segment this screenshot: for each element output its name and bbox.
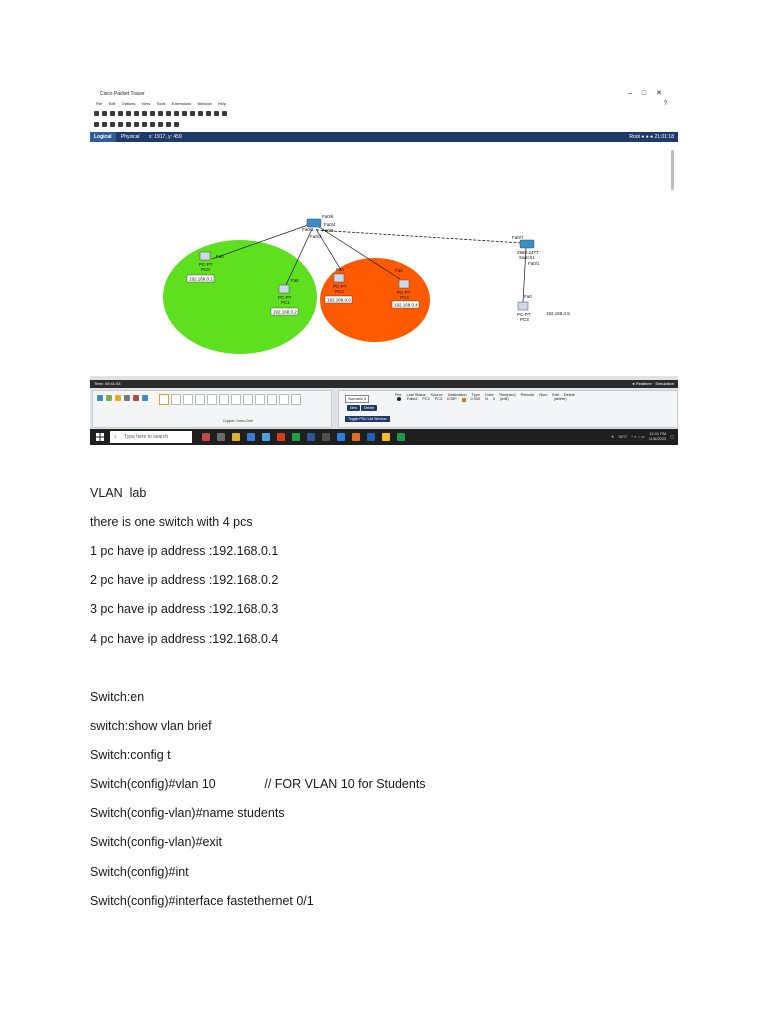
taskbar-apps xyxy=(202,433,405,441)
iot-cable-icon[interactable] xyxy=(279,394,289,405)
pc1-model: PC-PT xyxy=(278,295,292,300)
pdu-panel xyxy=(338,390,678,428)
menu-help[interactable]: Help xyxy=(217,101,226,106)
cluster-icon[interactable] xyxy=(214,111,219,116)
menu-window[interactable]: Window xyxy=(197,101,212,106)
ellipse-icon[interactable] xyxy=(150,122,155,127)
pdu-col-fire: Fire xyxy=(395,393,402,397)
doc-line: Switch(config-vlan)#exit xyxy=(90,835,222,849)
network-info-icon[interactable] xyxy=(134,111,139,116)
pc4-ip: 192.168.0.4 xyxy=(394,302,418,308)
scenario-select[interactable]: Scenario 0 xyxy=(345,395,369,403)
serial-dte-icon[interactable] xyxy=(255,394,265,405)
delete-scenario-button[interactable]: Delete xyxy=(361,405,377,411)
search-icon: ⌕ xyxy=(114,434,117,440)
menu-options[interactable]: Options xyxy=(121,101,136,106)
mode-switch[interactable]: ● Realtime · Simulation xyxy=(632,381,674,386)
system-tray xyxy=(611,431,674,441)
paste-icon[interactable] xyxy=(150,111,155,116)
pdu-col-edit: Edit xyxy=(552,393,559,397)
common-tools-bar xyxy=(94,120,179,128)
rectangle-icon[interactable] xyxy=(142,122,147,127)
tabs-right: Root ● ● ● 21:01:18 xyxy=(629,134,674,140)
redo-icon[interactable] xyxy=(166,111,171,116)
task-view-icon[interactable] xyxy=(217,433,225,441)
pc3-port: Fa0 xyxy=(524,294,532,299)
network-devices-icon[interactable] xyxy=(97,395,103,401)
pdu-row[interactable] xyxy=(395,397,580,402)
connections-icon[interactable] xyxy=(124,395,130,401)
main-toolbar xyxy=(94,109,227,117)
window-title: Cisco Packet Tracer xyxy=(100,91,145,97)
app-icon[interactable] xyxy=(202,433,210,441)
help-icon[interactable]: ? xyxy=(663,101,667,107)
vertical-scrollbar[interactable] xyxy=(671,150,674,190)
copy-icon[interactable] xyxy=(142,111,147,116)
pdu-status: Failed xyxy=(407,397,418,401)
switch1-icon[interactable] xyxy=(520,240,534,248)
pdu-color-swatch xyxy=(462,398,466,402)
doc-line: 2 pc have ip address :192.168.0.2 xyxy=(90,573,279,587)
app-green-icon[interactable] xyxy=(292,433,300,441)
doc-line: Switch(config)#int xyxy=(90,865,189,879)
open-icon[interactable] xyxy=(102,111,107,116)
doc-line: Switch:en xyxy=(90,690,145,704)
sw1-down-label: Fa0/1 xyxy=(528,261,540,266)
pc0-model: PC-PT xyxy=(199,262,213,267)
pdu-col-periodic: Periodic xyxy=(520,393,535,397)
device-palette xyxy=(92,390,332,428)
weather-icon[interactable]: ☀ xyxy=(610,433,615,439)
pc0-port: Fa0 xyxy=(216,254,224,259)
sw0-port-label: Fa0/4 xyxy=(324,222,336,227)
select-icon[interactable] xyxy=(94,122,99,127)
sw0-port-label: Fa0/1 xyxy=(302,227,314,232)
clock-label: 21:01:18 xyxy=(654,134,674,140)
switch0-icon[interactable] xyxy=(307,219,321,227)
pdu-type: ICMP xyxy=(447,397,457,401)
app-active-icon[interactable] xyxy=(397,433,405,441)
minimize-button[interactable]: – xyxy=(627,90,642,97)
zoom-out-icon[interactable] xyxy=(190,111,195,116)
tray-icons[interactable]: ^ ◐ ♪ ▭ xyxy=(631,433,645,439)
root-label[interactable]: Root xyxy=(629,134,640,140)
tray-clock[interactable] xyxy=(649,431,667,441)
doc-line: 4 pc have ip address :192.168.0.4 xyxy=(90,632,279,646)
chrome-icon[interactable] xyxy=(382,433,390,441)
trunk-link[interactable] xyxy=(316,230,522,243)
wizard-icon[interactable] xyxy=(126,111,131,116)
opera-icon[interactable] xyxy=(277,433,285,441)
end-devices-icon[interactable] xyxy=(106,395,112,401)
pc2-model: PC-PT xyxy=(333,284,347,289)
sw1-name-label: Switch1 xyxy=(519,255,535,260)
app-blue-icon[interactable] xyxy=(307,433,315,441)
pdu-col-type: Type xyxy=(471,393,480,397)
windows-start-icon[interactable] xyxy=(96,433,104,441)
pc0-name: PC0 xyxy=(201,267,210,272)
pc2-port: Fa0 xyxy=(336,267,344,272)
sw1-model-label: 2960-24TT xyxy=(517,250,540,255)
new-icon[interactable] xyxy=(94,111,99,116)
pc3-node[interactable] xyxy=(517,294,570,322)
fiber-cable-icon[interactable] xyxy=(207,394,217,405)
crossover-cable-icon[interactable] xyxy=(195,394,205,405)
scenario-row xyxy=(345,395,369,403)
pc4-model: PC-PT xyxy=(397,290,411,295)
sw1-uplink-label: Fa0/7 xyxy=(512,235,524,240)
search-placeholder: Type here to search xyxy=(124,434,169,440)
title-bar xyxy=(90,88,678,100)
undo-icon[interactable] xyxy=(158,111,163,116)
maximize-button[interactable]: □ xyxy=(641,90,657,97)
save-icon[interactable] xyxy=(110,111,115,116)
file-explorer-icon[interactable] xyxy=(232,433,240,441)
doc-line: Switch(config)#vlan 10 // FOR VLAN 10 for Students xyxy=(90,777,426,791)
clock-date: 11/6/2023 xyxy=(648,436,667,441)
pdu-col-num: Num xyxy=(539,393,548,397)
misc-icon[interactable] xyxy=(133,395,139,401)
pc1-ip: 192.168.0.2 xyxy=(273,309,297,315)
pdu-table xyxy=(395,393,580,402)
toggle-pdu-list-button[interactable]: Toggle PDU List Window xyxy=(345,416,390,422)
menu-bar xyxy=(90,100,678,108)
sw0-port-label: Fa0/2 xyxy=(310,234,322,239)
vlan-green-area xyxy=(163,240,317,354)
topology-diagram xyxy=(90,142,678,380)
draw-line-icon[interactable] xyxy=(134,122,139,127)
doc-line: Switch:config t xyxy=(90,748,171,762)
console-cable-icon[interactable] xyxy=(171,394,181,405)
pc4-name: PC4 xyxy=(400,295,409,300)
windows-taskbar xyxy=(90,429,678,445)
zoom-reset-icon[interactable] xyxy=(182,111,187,116)
pc3-name: PC3 xyxy=(520,317,529,322)
viewport-icon[interactable] xyxy=(222,111,227,116)
app-dark-icon[interactable] xyxy=(322,433,330,441)
print-icon[interactable] xyxy=(118,111,123,116)
weather-temp: 30°C xyxy=(618,433,628,439)
custom-device-icon[interactable] xyxy=(206,111,211,116)
pc4-port: Fa0 xyxy=(395,268,403,273)
tab-logical[interactable]: Logical xyxy=(90,132,116,142)
cable-label: Copper Cross-Over xyxy=(223,419,254,423)
pdu-col-delete: Delete xyxy=(563,393,575,397)
logical-workspace[interactable] xyxy=(90,142,678,380)
multiuser-icon[interactable] xyxy=(142,395,148,401)
pdu-source: PC2 xyxy=(422,397,430,401)
pc1-name: PC1 xyxy=(281,300,290,305)
phone-cable-icon[interactable] xyxy=(219,394,229,405)
pdu-col-destination: Destination xyxy=(447,393,467,397)
pc3-model: PC-PT xyxy=(517,312,531,317)
pc3-ip: 192.168.3.5 xyxy=(546,311,570,316)
menu-view[interactable]: View xyxy=(141,101,151,106)
pdu-time: 0.000 xyxy=(470,397,481,401)
menu-edit[interactable]: Edit xyxy=(108,101,116,106)
cable-types xyxy=(159,394,301,405)
straight-cable-icon[interactable] xyxy=(183,394,193,405)
sw0-uplink-label: Fa0/6 xyxy=(322,214,334,219)
time-bar xyxy=(90,380,678,388)
tab-physical[interactable]: Physical xyxy=(120,134,140,140)
simulation-mode[interactable]: Simulation xyxy=(655,381,674,386)
pc1-port: Fa0 xyxy=(291,278,299,283)
packet-tracer-screenshot xyxy=(90,88,678,445)
pc0-ip: 192.168.0.1 xyxy=(189,276,213,282)
pc2-ip: 192.168.0.3 xyxy=(327,297,351,303)
realtime-mode[interactable]: Realtime xyxy=(635,381,652,386)
cursor-coords: x: 1917, y: 459 xyxy=(148,134,182,140)
pdu-edit-link[interactable]: (edit) xyxy=(500,397,509,401)
doc-heading: VLAN lab xyxy=(90,486,147,500)
new-scenario-button[interactable]: New xyxy=(347,405,360,411)
pdu-col-last-status: Last Status xyxy=(406,393,426,397)
doc-line: switch:show vlan brief xyxy=(90,719,212,733)
packet-tracer-icon[interactable] xyxy=(337,433,345,441)
note-icon[interactable] xyxy=(126,122,131,127)
doc-line: 3 pc have ip address :192.168.0.3 xyxy=(90,602,279,616)
resize-icon[interactable] xyxy=(118,122,123,127)
pdu-simple-icon[interactable] xyxy=(166,122,171,127)
store-icon[interactable] xyxy=(262,433,270,441)
delete-icon[interactable] xyxy=(110,122,115,127)
doc-line: there is one switch with 4 pcs xyxy=(90,515,253,529)
taskbar-search[interactable] xyxy=(110,431,192,443)
sw0-port-label: Fa0/3 xyxy=(322,228,334,233)
menu-file[interactable]: File xyxy=(96,101,103,106)
doc-line: Switch(config-vlan)#name students xyxy=(90,806,285,820)
inspect-icon[interactable] xyxy=(102,122,107,127)
workspace-tabs xyxy=(90,132,678,142)
coaxial-cable-icon[interactable] xyxy=(231,394,241,405)
usb-cable-icon[interactable] xyxy=(291,394,301,405)
doc-line: Switch(config)#interface fastethernet 0/1 xyxy=(90,894,314,908)
serial-dce-icon[interactable] xyxy=(243,394,253,405)
pdu-complex-icon[interactable] xyxy=(174,122,179,127)
device-categories xyxy=(97,395,148,401)
menu-tools[interactable]: Tools xyxy=(156,101,166,106)
pdu-num: 0 xyxy=(492,397,496,401)
freeform-icon[interactable] xyxy=(158,122,163,127)
pdu-col-color: Color xyxy=(484,393,494,397)
app-orange-icon[interactable] xyxy=(352,433,360,441)
clock-time: 11:01 PM xyxy=(649,431,667,436)
pdu-col-time: Time(sec) xyxy=(498,393,516,397)
auto-cable-icon[interactable] xyxy=(159,394,169,405)
pc2-name: PC2 xyxy=(335,289,344,294)
sim-time: Time: 00:41:43 xyxy=(94,381,121,386)
edge-icon[interactable] xyxy=(247,433,255,441)
word-icon[interactable] xyxy=(367,433,375,441)
doc-line: 1 pc have ip address :192.168.0.1 xyxy=(90,544,279,558)
window-controls[interactable] xyxy=(628,88,672,100)
zoom-in-icon[interactable] xyxy=(174,111,179,116)
components-icon[interactable] xyxy=(115,395,121,401)
palette-icon[interactable] xyxy=(198,111,203,116)
fire-dot-icon[interactable] xyxy=(397,397,401,401)
pdu-destination: PC3 xyxy=(434,397,443,401)
pdu-periodic: N xyxy=(485,397,488,401)
bottom-panel xyxy=(90,380,678,429)
notification-icon[interactable]: ▢ xyxy=(670,433,674,439)
pdu-delete-link[interactable]: (delete) xyxy=(553,397,567,401)
octal-cable-icon[interactable] xyxy=(267,394,277,405)
menu-extensions[interactable]: Extensions xyxy=(171,101,192,106)
close-button[interactable]: ✕ xyxy=(656,90,672,97)
pdu-col-source: Source xyxy=(430,393,443,397)
